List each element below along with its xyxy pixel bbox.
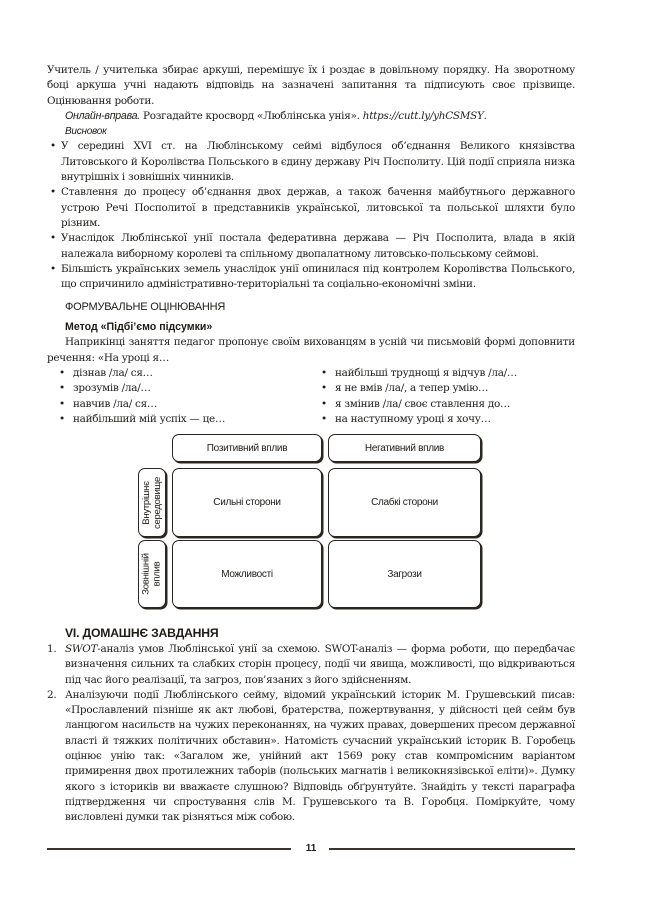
sentence-starter: • на наступному уроці я хочу…	[319, 412, 517, 427]
homework-item: 2. Аналізуючи події Люблінського сейму, відомий український історик М. Грушевський писав: «Прославлений пізніше як акт любові, братерства, пожертвування, у дійсності цей сейм був ланцюгом насильств на чужих переконаннях, на чужих правах, довершених пресом державної власті й тяжких політичних обставин». Натомість сучасний український історик В. Горобець оцінює унію так: «Загалом же, унійний акт 1569 року став компромісним варіантом примирення двох протилежних таборів (польських магнатів і великокнязівської еліти)». Думку якого з істориків ви вважаєте слушною? Відповідь обґрунтуйте. Знайдіть у тексті параграфа підтвердження чи спростування слів М. Грушевського та В. Горобця. Поміркуйте, чому висловлені думки так різняться між собою.	[47, 688, 575, 824]
swot-header-positive: Позитивний вплив	[172, 434, 322, 462]
online-exercise: Онлайн-вправа. Розгадайте кросворд «Люблінська унія». https://cutt.ly/yhCSMSY.	[65, 109, 487, 122]
sentence-starter: • я змінив /ла/ своє ставлення до…	[319, 397, 517, 412]
sentence-starters	[47, 366, 575, 427]
swot-row-external: Зовнішній вплив	[138, 540, 166, 608]
sentence-starters-left	[57, 366, 319, 427]
swot-row-internal: Внутрішнє середовище	[138, 468, 166, 537]
footer-rule-right	[329, 848, 575, 850]
sentence-starter: • найбільші труднощі я відчув /ла/…	[319, 366, 517, 381]
sentence-starter: • навчив /ла/ ся…	[57, 397, 319, 412]
conclusion-item: • Ставлення до процесу об’єднання двох держав, а також бачення майбутнього державного устрою Речі Посполитої в представників української, литовської та польської шляхти було різним.	[47, 185, 575, 231]
online-exercise-link[interactable]: https://cutt.ly/yhCSMSY	[362, 109, 484, 122]
swot-cell-threats: Загрози	[328, 540, 481, 608]
sentence-starter: • найбільший мій успіх — це…	[57, 412, 319, 427]
sentence-starters-right	[319, 366, 517, 427]
online-exercise-label: Онлайн-вправа.	[65, 109, 140, 122]
page-footer	[47, 841, 575, 857]
page-number: 11	[305, 843, 317, 854]
method-title: Метод «Підбі’ємо підсумки»	[65, 321, 213, 334]
online-exercise-text: Розгадайте кросворд «Люблінська унія».	[139, 109, 363, 122]
homework-list	[47, 642, 575, 826]
homework-item: 1. SWOT-аналіз умов Люблінської унії за схемою. SWOT-аналіз — форма роботи, що передбачає визначення сильних та слабких сторін процесу, події чи явища, можливості, що відкриваються під час його реалізації, та загроз, пов’язаних з його здійсненням.	[47, 643, 575, 686]
homework-section	[47, 625, 575, 826]
homework-title: VI. ДОМАШНЄ ЗАВДАННЯ	[65, 626, 219, 640]
sentence-starter: • я не вмів /ла/, а тепер умію…	[319, 381, 517, 396]
swot-cell-opportunities: Можливості	[172, 540, 322, 608]
conclusion-label: Висновок	[65, 126, 107, 138]
conclusion-item: • Більшість українських земель унаслідок унії опинилася під контролем Королівства Польського, що спричинило адміністративно-територіальні та соціально-економічні зміни.	[47, 262, 575, 293]
formative-assessment-title: ФОРМУВАЛЬНЕ ОЦІНЮВАННЯ	[65, 301, 226, 314]
swot-cell-weaknesses: Слабкі сторони	[328, 468, 481, 537]
page-content	[47, 63, 575, 427]
conclusion-item: • Унаслідок Люблінської унії постала федеративна держава — Річ Посполита, влада в якій належала виборному королеві та спільному двопалатному литовсько-польському сеймові.	[47, 231, 575, 262]
method-paragraph: Наприкінці заняття педагог пропонує своїм вихованцям в усній чи письмовій формі доповнити речення: «На уроці я…	[47, 336, 575, 364]
conclusion-item: • У середині XVI ст. на Люблінському сеймі відбулося об’єднання Великого князівства Литовського й Королівства Польського в єдину державу Річ Посполиту. Цій події сприяла низка внутрішніх і зовнішніх чинників.	[47, 139, 575, 185]
intro-paragraph: Учитель / учителька збирає аркуші, перемішує їх і роздає в довільному порядку. На зворотному боці аркуша учні надають відповідь на зазначені запитання та підписують своє прізвище. Оцінювання роботи.	[47, 64, 575, 107]
sentence-starter: • дізнав /ла/ ся…	[57, 366, 319, 381]
swot-cell-strengths: Сильні сторони	[172, 468, 322, 537]
conclusion-list	[47, 139, 575, 292]
swot-header-negative: Негативний вплив	[328, 434, 481, 462]
sentence-starter: • зрозумів /ла/…	[57, 381, 319, 396]
